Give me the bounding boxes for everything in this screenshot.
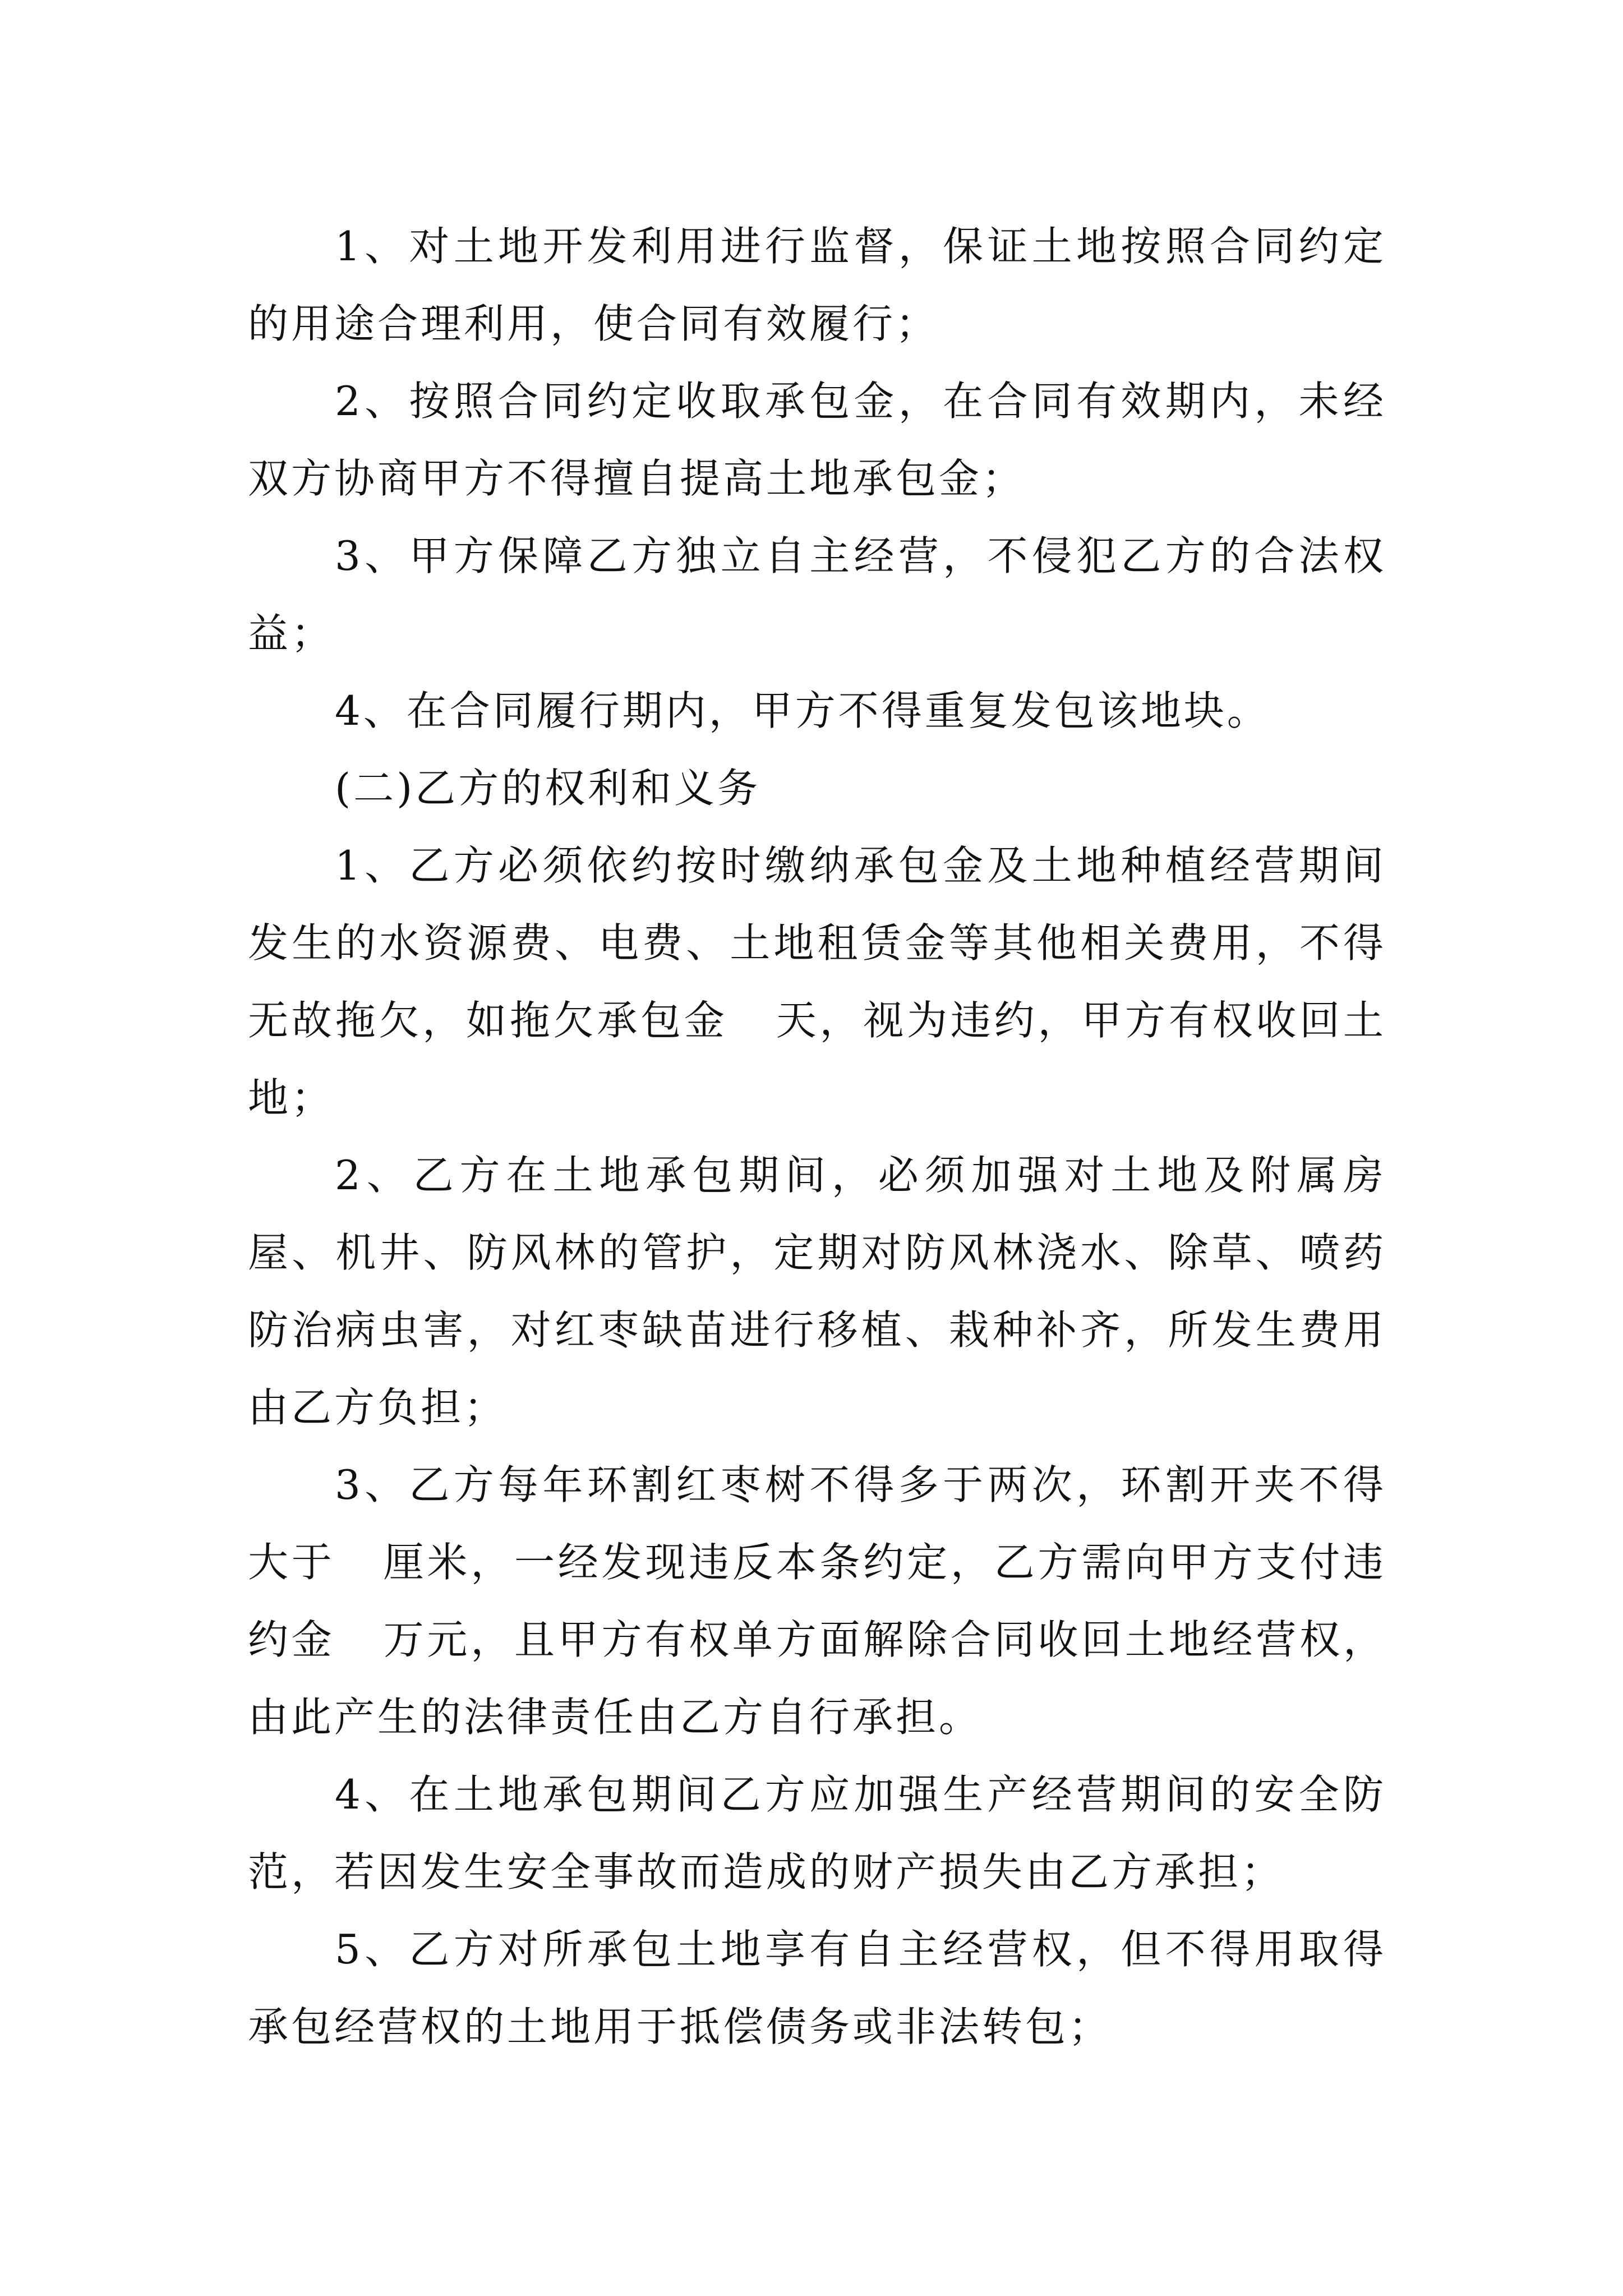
party-b-duty-1: 1、乙方必须依约按时缴纳承包金及土地种植经营期间发生的水资源费、电费、土地租赁金等其他相关费用，不得无故拖欠，如拖欠承包金 天，视为违约，甲方有权收回土地； xyxy=(248,842,1386,1121)
party-b-duty-3: 3、乙方每年环割红枣树不得多于两次，环割开夹不得大于 厘米，一经发现违反本条约定，乙方需向甲方支付违约金 万元，且甲方有权单方面解除合同收回土地经营权，由此产生的法律责任由乙方自行承担。 xyxy=(248,1461,1386,1741)
party-a-duty-4: 4、在合同履行期内，甲方不得重复发包该地块。 xyxy=(335,687,1270,734)
party-b-duty-2: 2、乙方在土地承包期间，必须加强对土地及附属房屋、机井、防风林的管护，定期对防风林浇水、除草、喷药防治病虫害，对红枣缺苗进行移植、栽种补齐，所发生费用由乙方负担； xyxy=(248,1152,1386,1431)
section-heading-party-b: (二)乙方的权利和义务 xyxy=(335,765,761,812)
party-a-duty-2: 2、按照合同约定收取承包金，在合同有效期内，未经双方协商甲方不得擅自提高土地承包金； xyxy=(248,378,1386,502)
party-a-duty-1: 1、对土地开发利用进行监督，保证土地按照合同约定的用途合理利用，使合同有效履行； xyxy=(248,223,1386,347)
party-b-duty-5: 5、乙方对所承包土地享有自主经营权，但不得用取得承包经营权的土地用于抵偿债务或非法转包； xyxy=(248,1926,1386,2050)
party-a-duty-3: 3、甲方保障乙方独立自主经营，不侵犯乙方的合法权益； xyxy=(248,532,1386,657)
party-b-duty-4: 4、在土地承包期间乙方应加强生产经营期间的安全防范，若因发生安全事故而造成的财产损失由乙方承担； xyxy=(248,1771,1386,1895)
document-body xyxy=(248,208,1386,2065)
